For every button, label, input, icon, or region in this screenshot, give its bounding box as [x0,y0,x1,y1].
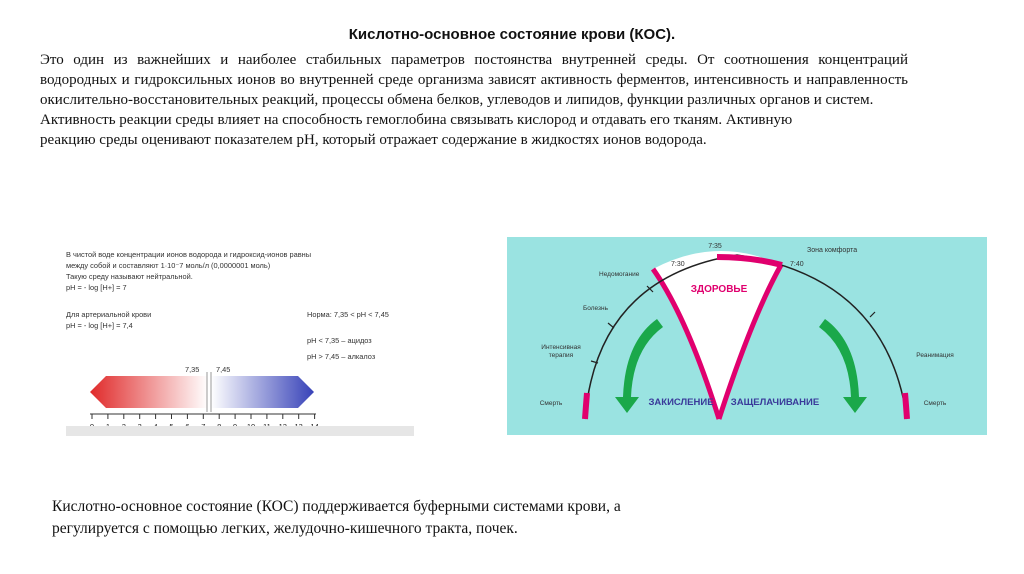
ph-scale-figure [66,240,414,436]
label-comfort: Зона комфорта [807,247,858,254]
ph-text-line3: Такую среду называют нейтральной. [66,272,193,281]
ph-norm: Норма: 7,35 < pH < 7,45 [307,310,389,319]
label-intensive-2: терапия [548,352,574,359]
ph-text-line6: pH = - log [H+] = 7,4 [66,321,133,330]
ph-text-line5: Для артериальной крови [66,310,152,319]
ph-scale-graphic [66,240,414,436]
ph-text-line2: между собой и составляют 1·10⁻7 моль/л (0,0000001 моль) [66,261,271,270]
label-illness: Болезнь [583,305,608,312]
paragraph-1: Это один из важнейших и наиболее стабильных параметров постоянства внутренней среды. От соотношения концентраций водородных и гидроксильных ионов во внутренней среде организма зависят активность ферментов, интенсивность и направленность окислительно-восстановительных реакций, процессы обмена белков, углеводов и липидов, функции различных органов и систем. [40,52,908,108]
label-alkalization: ЗАЩЕЛАЧИВАНИЕ [730,397,820,408]
label-730: 7:30 [671,261,685,268]
death-left-segment [585,393,587,419]
label-health: ЗДОРОВЬЕ [690,284,748,295]
tick-right [870,312,875,317]
alkali-arrow [211,376,314,408]
ph-text-line1: В чистой воде концентрации ионов водорода и гидроксид-ионов равны [66,250,312,259]
bottom-text [52,496,772,540]
page-title: Кислотно-основное состояние крови (КОС). [348,26,676,43]
figure-shadow [66,426,414,436]
ph-text-line4: pH = - log [H+] = 7 [66,283,127,292]
paragraph-3: реакцию среды оценивают показателем pH, который отражает содержание в жидкостях ионов водорода. [40,132,707,148]
tick-illness [608,323,614,328]
alkali-arrow-shape [819,319,867,413]
label-reanimation: Реанимация [916,352,954,359]
label-735: 7:35 [708,243,722,250]
ph-acidosis: pH < 7,35 – ацидоз [307,336,372,345]
health-arc-figure [507,237,987,435]
label-death-left: Смерть [539,400,563,407]
acid-arrow [90,376,208,408]
intro-text [40,50,908,150]
health-arc-graphic [507,237,987,435]
label-malaise: Недомогание [599,271,640,278]
health-zone [653,251,781,419]
label-intensive-1: Интенсивная [541,344,581,351]
ph-mark-low: 7,35 [185,365,200,374]
label-acidification: ЗАКИСЛЕНИЕ [648,397,714,408]
death-right-segment [905,393,907,419]
bottom-line-2: регулируется с помощью легких, желудочно-кишечного тракта, почек. [52,520,518,537]
label-740: 7:40 [790,261,804,268]
ph-alkalosis: pH > 7,45 – алкалоз [307,352,376,361]
bottom-line-1: Кислотно-основное состояние (КОС) поддерживается буферными системами крови, а [52,498,621,515]
label-death-right: Смерть [923,400,947,407]
ph-mark-high: 7,45 [216,365,231,374]
paragraph-2: Активность реакции среды влияет на способность гемоглобина связывать кислород и отдавать его тканям. Активную [40,112,793,128]
